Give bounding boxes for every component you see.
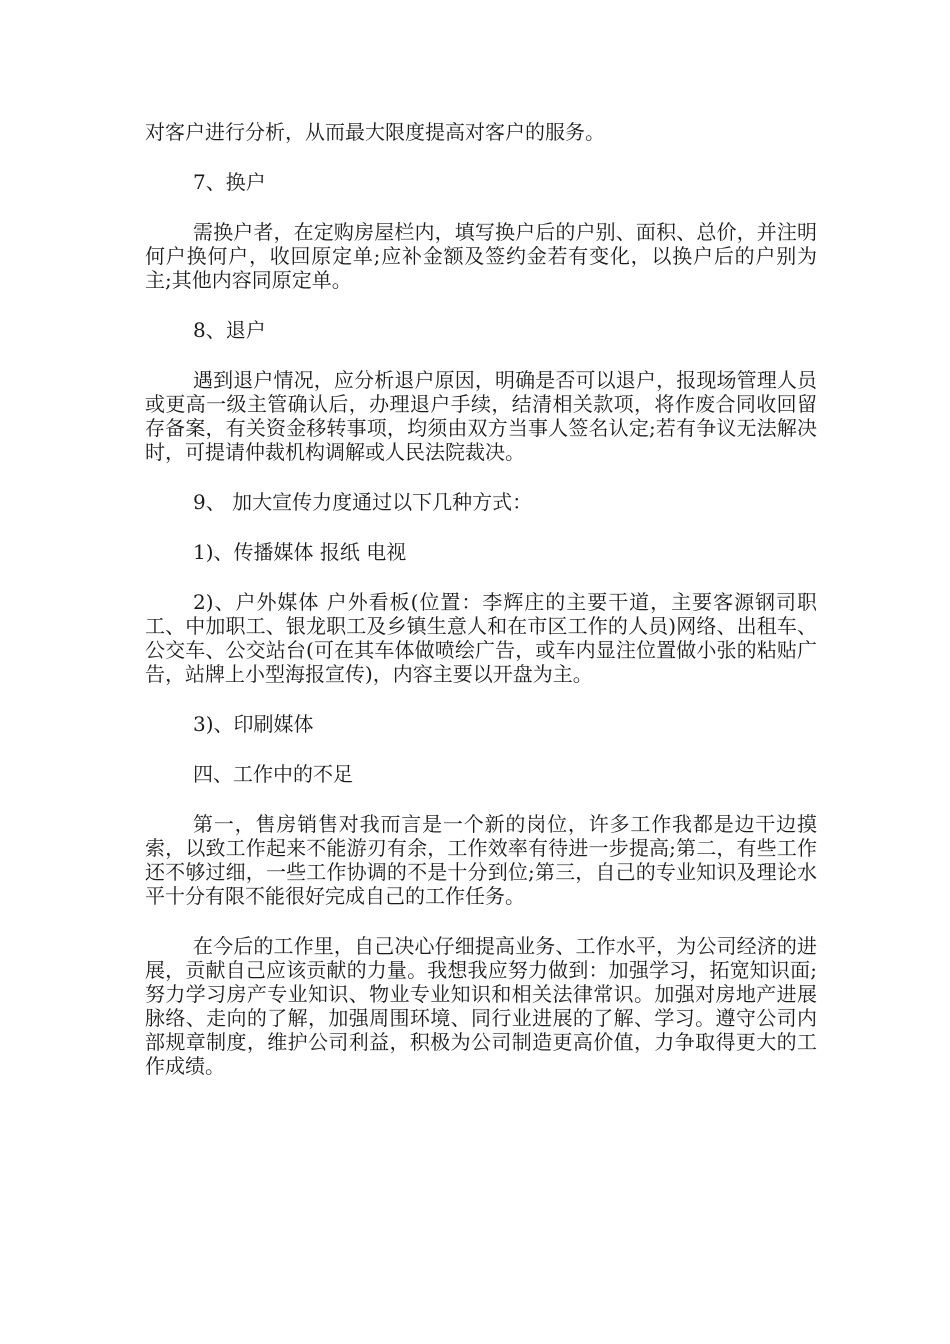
heading-9-promotion: 9、 加大宣传力度通过以下几种方式： xyxy=(193,490,533,514)
list-item-broadcast-media: 1)、传播媒体 报纸 电视 xyxy=(193,540,407,564)
paragraph-shortcomings: 第一，售房销售对我而言是一个新的岗位，许多工作我都是边干边摸索，以致工作起来不能游刃有余，工作效率有待进一步提高;第二，有些工作还不够过细，一些工作协调的不是十分到位;第三，自己的专业知识及理论水平十分有限不能很好完成自己的工作任务。 xyxy=(145,812,817,908)
paragraph-cancel-unit: 遇到退户情况，应分析退户原因，明确是否可以退户，报现场管理人员或更高一级主管确认后，办理退户手续，结清相关款项，将作废合同收回留存备案，有关资金移转事项，均须由双方当事人签名认定;若有争议无法解决时，可提请仲裁机构调解或人民法院裁决。 xyxy=(145,368,817,464)
list-item-outdoor-media: 2)、户外媒体 户外看板(位置：李辉庄的主要干道，主要客源钢司职工、中加职工、银龙职工及乡镇生意人和在市区工作的人员)网络、出租车、公交车、公交站台(可在其车体做喷绘广告，或车内显注位置做小张的粘贴广告，站牌上小型海报宣传)，内容主要以开盘为主。 xyxy=(145,590,817,686)
paragraph-future-plans: 在今后的工作里，自己决心仔细提高业务、工作水平，为公司经济的进展，贡献自己应该贡献的力量。我想我应努力做到：加强学习，拓宽知识面;努力学习房产专业知识、物业专业知识和相关法律常识。加强对房地产进展脉络、走向的了解，加强周围环境、同行业进展的了解、学习。遵守公司内部规章制度，维护公司利益，积极为公司制造更高价值，力争取得更大的工作成绩。 xyxy=(145,934,817,1078)
heading-8-cancel-unit: 8、退户 xyxy=(193,318,266,342)
paragraph-change-unit: 需换户者，在定购房屋栏内，填写换户后的户别、面积、总价，并注明何户换何户，收回原定单;应补金额及签约金若有变化，以换户后的户别为主;其他内容同原定单。 xyxy=(145,220,817,292)
document-body xyxy=(145,120,817,1104)
list-item-print-media: 3)、印刷媒体 xyxy=(193,712,314,736)
heading-7-change-unit: 7、换户 xyxy=(193,170,266,194)
heading-shortcomings: 四、工作中的不足 xyxy=(193,762,353,786)
paragraph-continuation: 对客户进行分析，从而最大限度提高对客户的服务。 xyxy=(145,120,605,144)
